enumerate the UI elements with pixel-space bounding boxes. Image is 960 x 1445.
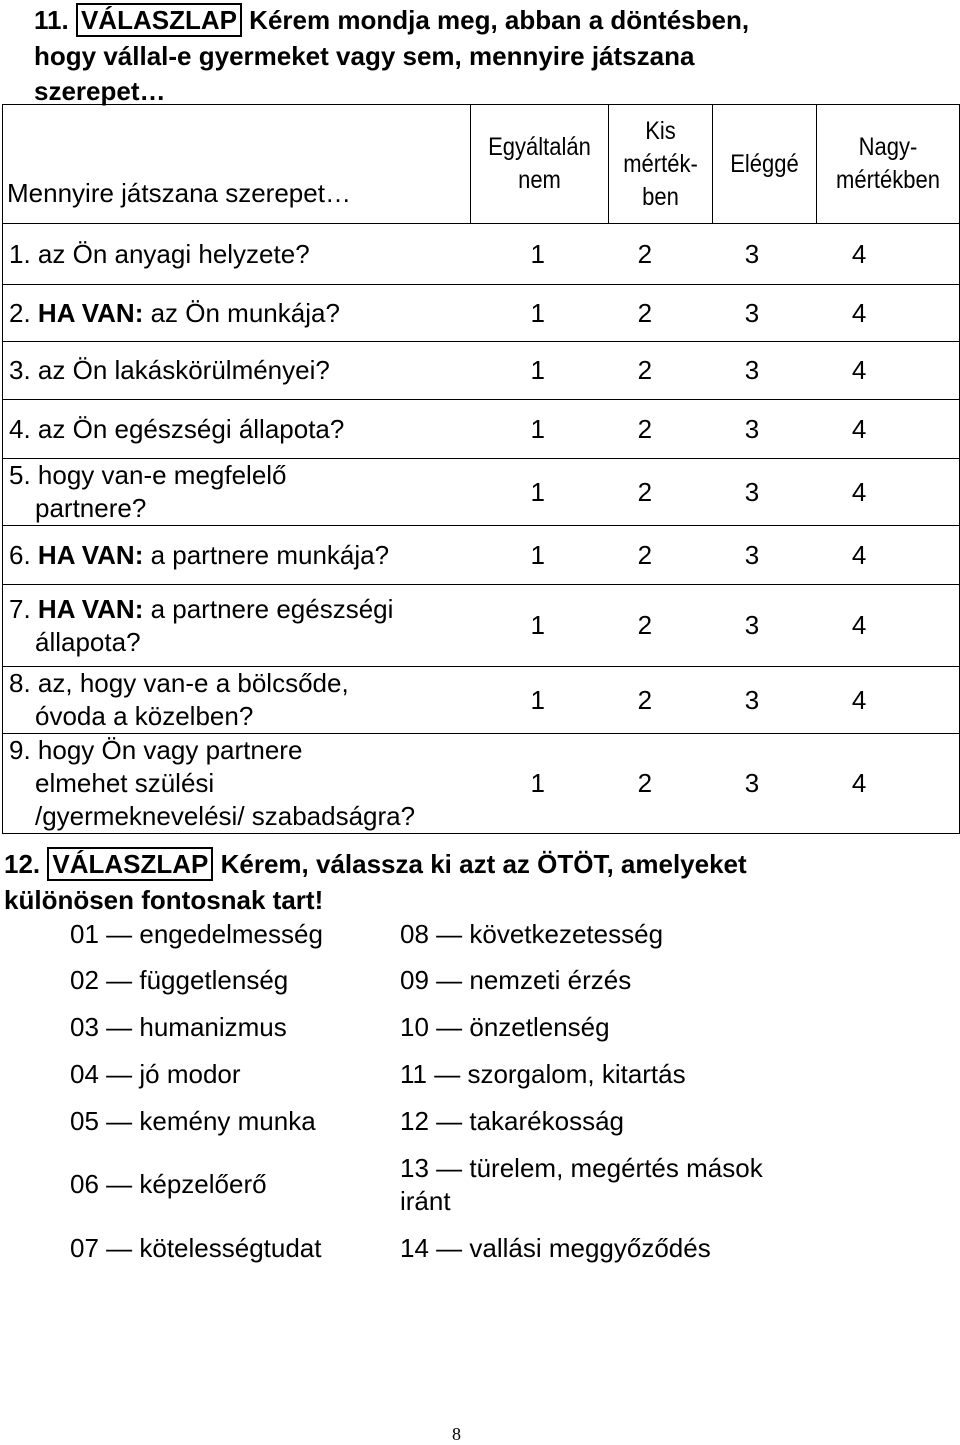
column-header: Nagy- mértékben (817, 105, 960, 224)
scale-option[interactable]: 4 (851, 297, 867, 328)
scale-option[interactable]: 3 (744, 238, 760, 269)
table-row (3, 734, 960, 834)
question-cell (3, 585, 471, 667)
scale-option[interactable]: 2 (637, 297, 653, 328)
scale-option[interactable]: 3 (744, 539, 760, 570)
scale-option[interactable]: 2 (637, 355, 653, 385)
scale-option[interactable]: 2 (637, 684, 653, 715)
scale-option[interactable]: 4 (851, 684, 867, 715)
scale-option[interactable]: 3 (744, 610, 760, 640)
value-option-continued: iránt (400, 1186, 451, 1216)
scale-option[interactable]: 3 (744, 476, 760, 507)
question-cell (3, 342, 471, 400)
scale-option[interactable]: 1 (530, 768, 545, 798)
scale-option[interactable]: 4 (851, 610, 867, 640)
scale-cell (471, 667, 960, 734)
scale-option[interactable]: 2 (637, 476, 653, 507)
table-row (3, 585, 960, 667)
question-cell (3, 667, 471, 734)
question-cell (3, 400, 471, 459)
scale-option[interactable]: 1 (530, 297, 545, 328)
value-option[interactable]: 09 — nemzeti érzés (400, 965, 632, 995)
value-option[interactable]: 06 — képzelőerő (70, 1169, 267, 1199)
question-text: hogy Ön vagy partnere (37, 735, 303, 765)
question-text-continued: óvoda a közelben? (35, 701, 254, 731)
question-text: az, hogy van-e a bölcsőde, (37, 668, 349, 698)
question-number: 7. (9, 593, 31, 624)
question-text: a partnere munkája? (143, 539, 390, 570)
scale-cell (471, 734, 960, 834)
question-number: 9. (9, 735, 31, 765)
question-condition: HA VAN: (37, 593, 144, 624)
value-option[interactable]: 13 — türelem, megértés mások (400, 1153, 763, 1183)
scale-cell (471, 526, 960, 585)
value-option[interactable]: 03 — humanizmus (70, 1012, 287, 1042)
value-option[interactable]: 14 — vallási meggyőződés (400, 1233, 711, 1263)
question-number: 2. (9, 297, 31, 328)
scale-option[interactable]: 1 (530, 610, 545, 640)
section12-number: 12. (4, 849, 41, 879)
question-number: 4. (9, 413, 31, 444)
question-number: 3. (9, 355, 31, 385)
scale-cell (471, 585, 960, 667)
value-option[interactable]: 02 — függetlenség (70, 965, 289, 995)
scale-option[interactable]: 3 (744, 413, 760, 444)
scale-option[interactable]: 2 (637, 610, 653, 640)
scale-option[interactable]: 1 (530, 684, 545, 715)
question-text-continued: állapota? (35, 626, 141, 657)
table-row (3, 285, 960, 342)
scale-option[interactable]: 1 (530, 539, 545, 570)
section12-title (4, 846, 747, 883)
scale-option[interactable]: 3 (744, 297, 760, 328)
scale-option[interactable]: 2 (637, 238, 653, 269)
section11-tag: VÁLASZLAP (76, 3, 242, 37)
table-row (3, 459, 960, 526)
section12-title-rest: Kérem, válassza ki azt az ÖTÖT, amelyeket (213, 849, 747, 879)
section12-tag: VÁLASZLAP (47, 847, 213, 881)
question-number: 8. (9, 668, 31, 698)
scale-option[interactable]: 3 (744, 684, 760, 715)
question-condition: HA VAN: (37, 297, 144, 328)
scale-option[interactable]: 3 (744, 355, 760, 385)
scale-option[interactable]: 4 (851, 768, 867, 798)
question-text: az Ön egészségi állapota? (37, 413, 345, 444)
value-option[interactable]: 01 — engedelmesség (70, 919, 323, 949)
table-row (3, 667, 960, 734)
question-cell (3, 526, 471, 585)
scale-option[interactable]: 1 (530, 476, 545, 507)
value-option[interactable]: 07 — kötelességtudat (70, 1233, 322, 1263)
question-text: az Ön lakáskörülményei? (37, 355, 330, 385)
table-row (3, 224, 960, 285)
column-header: Kis mérték- ben (609, 105, 713, 224)
question-cell (3, 459, 471, 526)
value-option[interactable]: 12 — takarékosság (400, 1106, 625, 1136)
section11-line3: szerepet… (34, 76, 166, 106)
section11-number: 11. (34, 5, 69, 35)
scale-option[interactable]: 1 (530, 355, 545, 385)
scale-option[interactable]: 4 (851, 355, 867, 385)
value-option[interactable]: 10 — önzetlenség (400, 1012, 610, 1042)
scale-cell (471, 400, 960, 459)
value-option[interactable]: 04 — jó modor (70, 1059, 241, 1089)
page-number: 8 (452, 1424, 461, 1444)
section11-line2: hogy vállal-e gyermeket vagy sem, mennyire játszana (34, 41, 695, 71)
scale-option[interactable]: 4 (851, 539, 867, 570)
question-cell (3, 285, 471, 342)
table-row (3, 400, 960, 459)
scale-cell (471, 224, 960, 285)
scale-cell (471, 342, 960, 400)
value-option[interactable]: 05 — kemény munka (70, 1106, 316, 1136)
value-option[interactable]: 08 — következetesség (400, 919, 664, 949)
question-cell (3, 224, 471, 285)
question-text: a partnere egészségi (143, 593, 394, 624)
question-text: az Ön munkája? (143, 297, 340, 328)
scale-cell (471, 285, 960, 342)
column-header: Egyáltalán nem (471, 105, 609, 224)
question-number: 6. (9, 539, 31, 570)
question-text-continued: partnere? (35, 493, 147, 523)
table-row (3, 342, 960, 400)
scale-option[interactable]: 3 (744, 768, 760, 798)
question-text: az Ön anyagi helyzete? (37, 238, 310, 269)
column-header: Eléggé (713, 105, 817, 224)
question-text-continued: /gyermeknevelési/ szabadságra? (35, 801, 416, 831)
question-number: 1. (9, 238, 31, 269)
scale-option[interactable]: 2 (637, 539, 653, 570)
question-header: Mennyire játszana szerepet… (3, 105, 471, 224)
table-row (3, 526, 960, 585)
rating-table (2, 104, 960, 834)
table-header-row (3, 105, 960, 224)
section11-title (34, 2, 749, 39)
scale-option[interactable]: 2 (637, 768, 653, 798)
section11-title-rest: Kérem mondja meg, abban a döntésben, (241, 5, 750, 35)
scale-option[interactable]: 1 (530, 238, 545, 269)
scale-option[interactable]: 2 (637, 413, 653, 444)
question-text-continued: elmehet szülési (35, 768, 215, 798)
question-condition: HA VAN: (37, 539, 144, 570)
scale-cell (471, 459, 960, 526)
scale-option[interactable]: 4 (851, 238, 867, 269)
scale-option[interactable]: 1 (530, 413, 545, 444)
section12-line2: különösen fontosnak tart! (4, 885, 324, 915)
question-text: hogy van-e megfelelő (37, 460, 287, 490)
value-option[interactable]: 11 — szorgalom, kitartás (400, 1059, 686, 1089)
question-cell (3, 734, 471, 834)
scale-option[interactable]: 4 (851, 476, 867, 507)
question-number: 5. (9, 460, 31, 490)
scale-option[interactable]: 4 (851, 413, 867, 444)
